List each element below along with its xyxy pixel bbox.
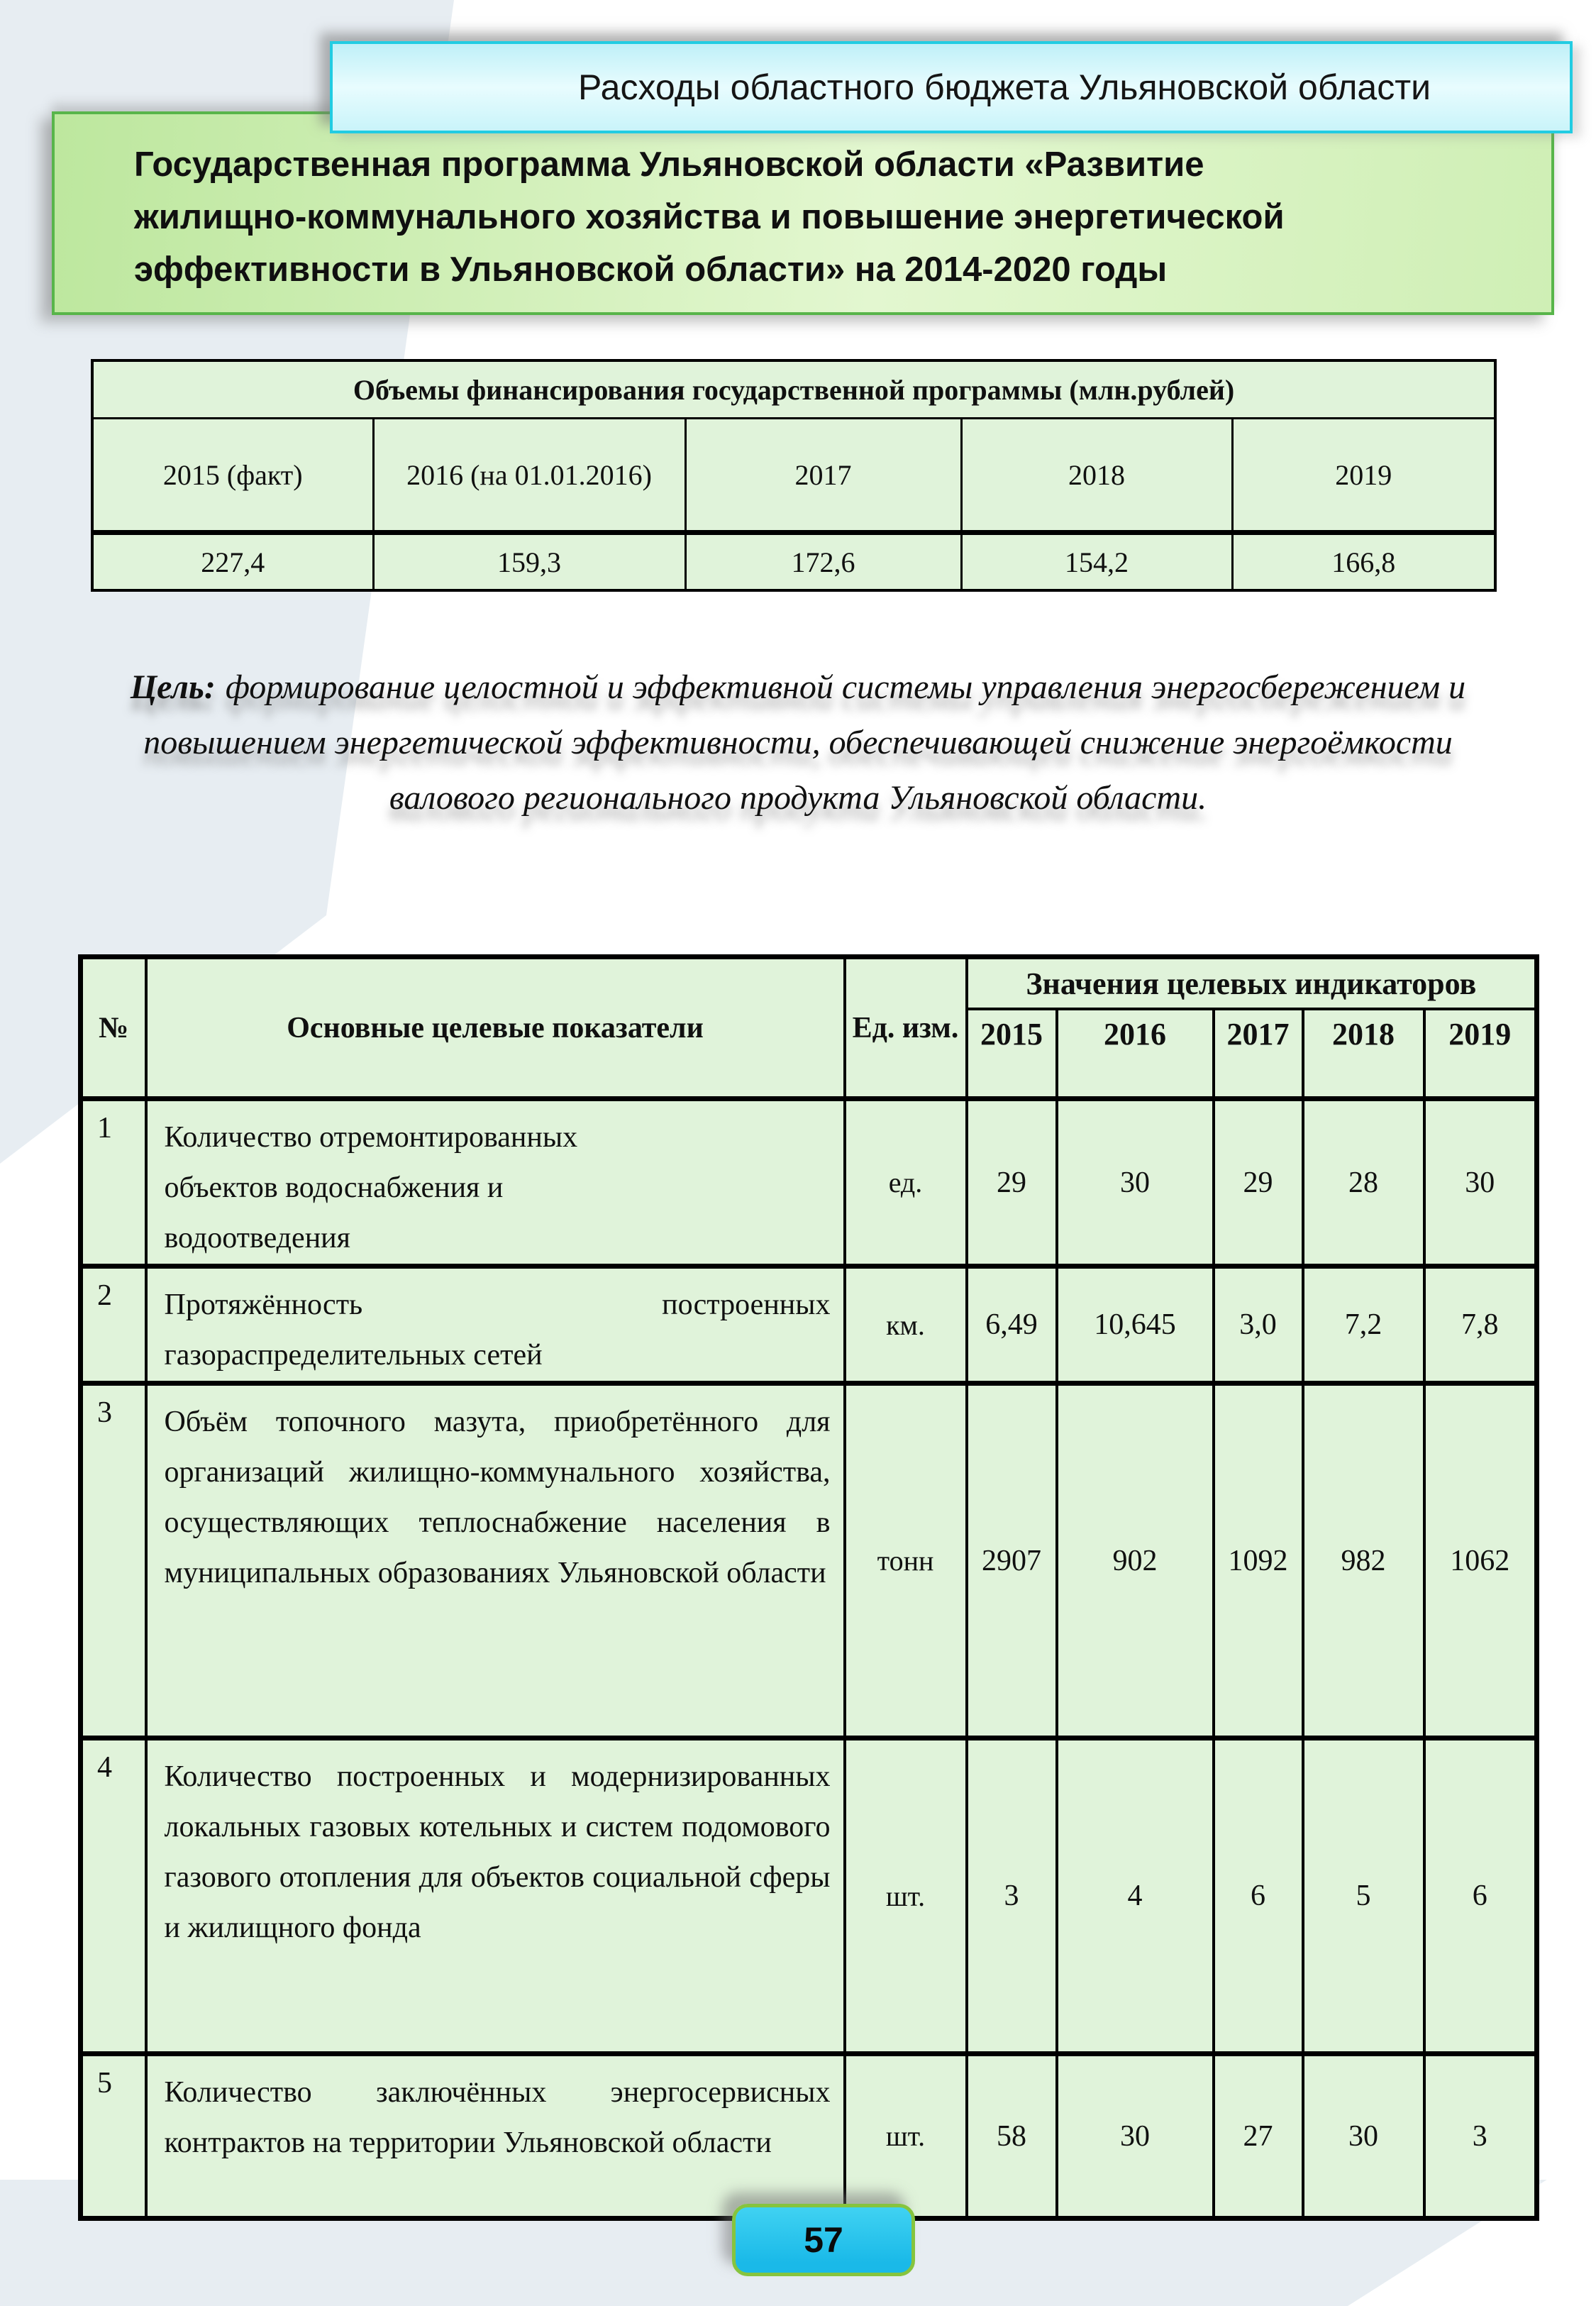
cell-value: 6 [1214,1738,1303,2054]
col-header-indicator: Основные целевые показатели [146,957,845,1099]
cell-indicator: Протяжённость построенных газораспределительных сетей [146,1267,845,1384]
indicators-body [81,1099,1537,2219]
col-header-year: 2016 [1057,1009,1214,1099]
funding-value: 227,4 [92,533,373,591]
cell-value: 29 [1214,1099,1303,1267]
cell-value: 4 [1057,1738,1214,2054]
cell-unit: км. [845,1267,967,1384]
cell-indicator: Количество отремонтированных объектов водоснабжения и водоотведения [146,1099,845,1267]
cell-num: 2 [81,1267,146,1384]
cell-value: 30 [1057,1099,1214,1267]
funding-table-title: Объемы финансирования государственной программы (млн.рублей) [92,360,1495,419]
funding-year-header: 2018 [961,419,1232,533]
funding-year-header: 2015 (факт) [92,419,373,533]
indicators-table [78,954,1539,2221]
cell-value: 30 [1057,2054,1214,2219]
col-header-year: 2018 [1303,1009,1424,1099]
header-banner-text: Расходы областного бюджета Ульяновской области [577,67,1431,107]
cell-value: 1092 [1214,1384,1303,1738]
cell-value: 30 [1303,2054,1424,2219]
cell-value: 29 [967,1099,1057,1267]
table-row [81,1267,1537,1384]
cell-unit: ед. [845,1099,967,1267]
cell-unit: шт. [845,1738,967,2054]
funding-year-header: 2017 [685,419,961,533]
cell-value: 3,0 [1214,1267,1303,1384]
cell-indicator: Объём топочного мазута, приобретённого для организаций жилищно-коммунального хозяйства, осуществляющих теплоснабжение населения в муниципальных образованиях Ульяновской области [146,1384,845,1738]
indicators-header-row-1 [81,957,1537,1010]
table-row [81,1099,1537,1267]
cell-indicator: Количество заключённых энергосервисных контрактов на территории Ульяновской области [146,2054,845,2219]
col-header-year: 2019 [1424,1009,1537,1099]
header-banner [330,41,1573,133]
cell-value: 58 [967,2054,1057,2219]
goal-label: Цель: [130,668,216,706]
col-header-year: 2015 [967,1009,1057,1099]
table-row [81,2054,1537,2219]
cell-unit: тонн [845,1384,967,1738]
table-row [81,1738,1537,2054]
col-header-num: № [81,957,146,1099]
cell-value: 982 [1303,1384,1424,1738]
table-row [81,1384,1537,1738]
cell-value: 5 [1303,1738,1424,2054]
cell-value: 2907 [967,1384,1057,1738]
program-title-box [52,111,1554,315]
program-title-line: эффективности в Ульяновской области» на 2014-2020 годы [134,250,1168,289]
cell-value: 902 [1057,1384,1214,1738]
funding-value: 166,8 [1232,533,1495,591]
funding-values-row [92,533,1495,591]
cell-num: 1 [81,1099,146,1267]
program-title-line: Государственная программа Ульяновской области «Развитие [134,145,1204,184]
cell-value: 30 [1424,1099,1537,1267]
col-header-year: 2017 [1214,1009,1303,1099]
cell-value: 7,8 [1424,1267,1537,1384]
page-number-badge: 57 [732,2204,915,2276]
cell-value: 7,2 [1303,1267,1424,1384]
cell-value: 6 [1424,1738,1537,2054]
funding-value: 154,2 [961,533,1232,591]
col-header-unit: Ед. изм. [845,957,967,1099]
cell-indicator: Количество построенных и модернизированных локальных газовых котельных и систем подомового газового отопления для объектов социальной сферы и жилищного фонда [146,1738,845,2054]
cell-value: 27 [1214,2054,1303,2219]
col-header-group: Значения целевых индикаторов [967,957,1537,1010]
cell-value: 6,49 [967,1267,1057,1384]
funding-value: 159,3 [373,533,685,591]
funding-table [91,359,1497,592]
cell-value: 3 [967,1738,1057,2054]
funding-value: 172,6 [685,533,961,591]
cell-num: 3 [81,1384,146,1738]
cell-value: 28 [1303,1099,1424,1267]
cell-num: 5 [81,2054,146,2219]
cell-value: 3 [1424,2054,1537,2219]
funding-years-row [92,419,1495,533]
cell-num: 4 [81,1738,146,2054]
funding-year-header: 2016 (на 01.01.2016) [373,419,685,533]
cell-value: 1062 [1424,1384,1537,1738]
goal-paragraph [117,660,1479,826]
funding-year-header: 2019 [1232,419,1495,533]
cell-value: 10,645 [1057,1267,1214,1384]
cell-unit: шт. [845,2054,967,2219]
program-title-line: жилищно-коммунального хозяйства и повышение энергетической [134,198,1285,236]
funding-title-row [92,360,1495,419]
goal-text: формирование целостной и эффективной системы управления энергосбережением и повышением энергетической эффективности, обеспечивающей снижение энергоёмкости валового регионального продукта Ульяновской области. [143,668,1466,817]
